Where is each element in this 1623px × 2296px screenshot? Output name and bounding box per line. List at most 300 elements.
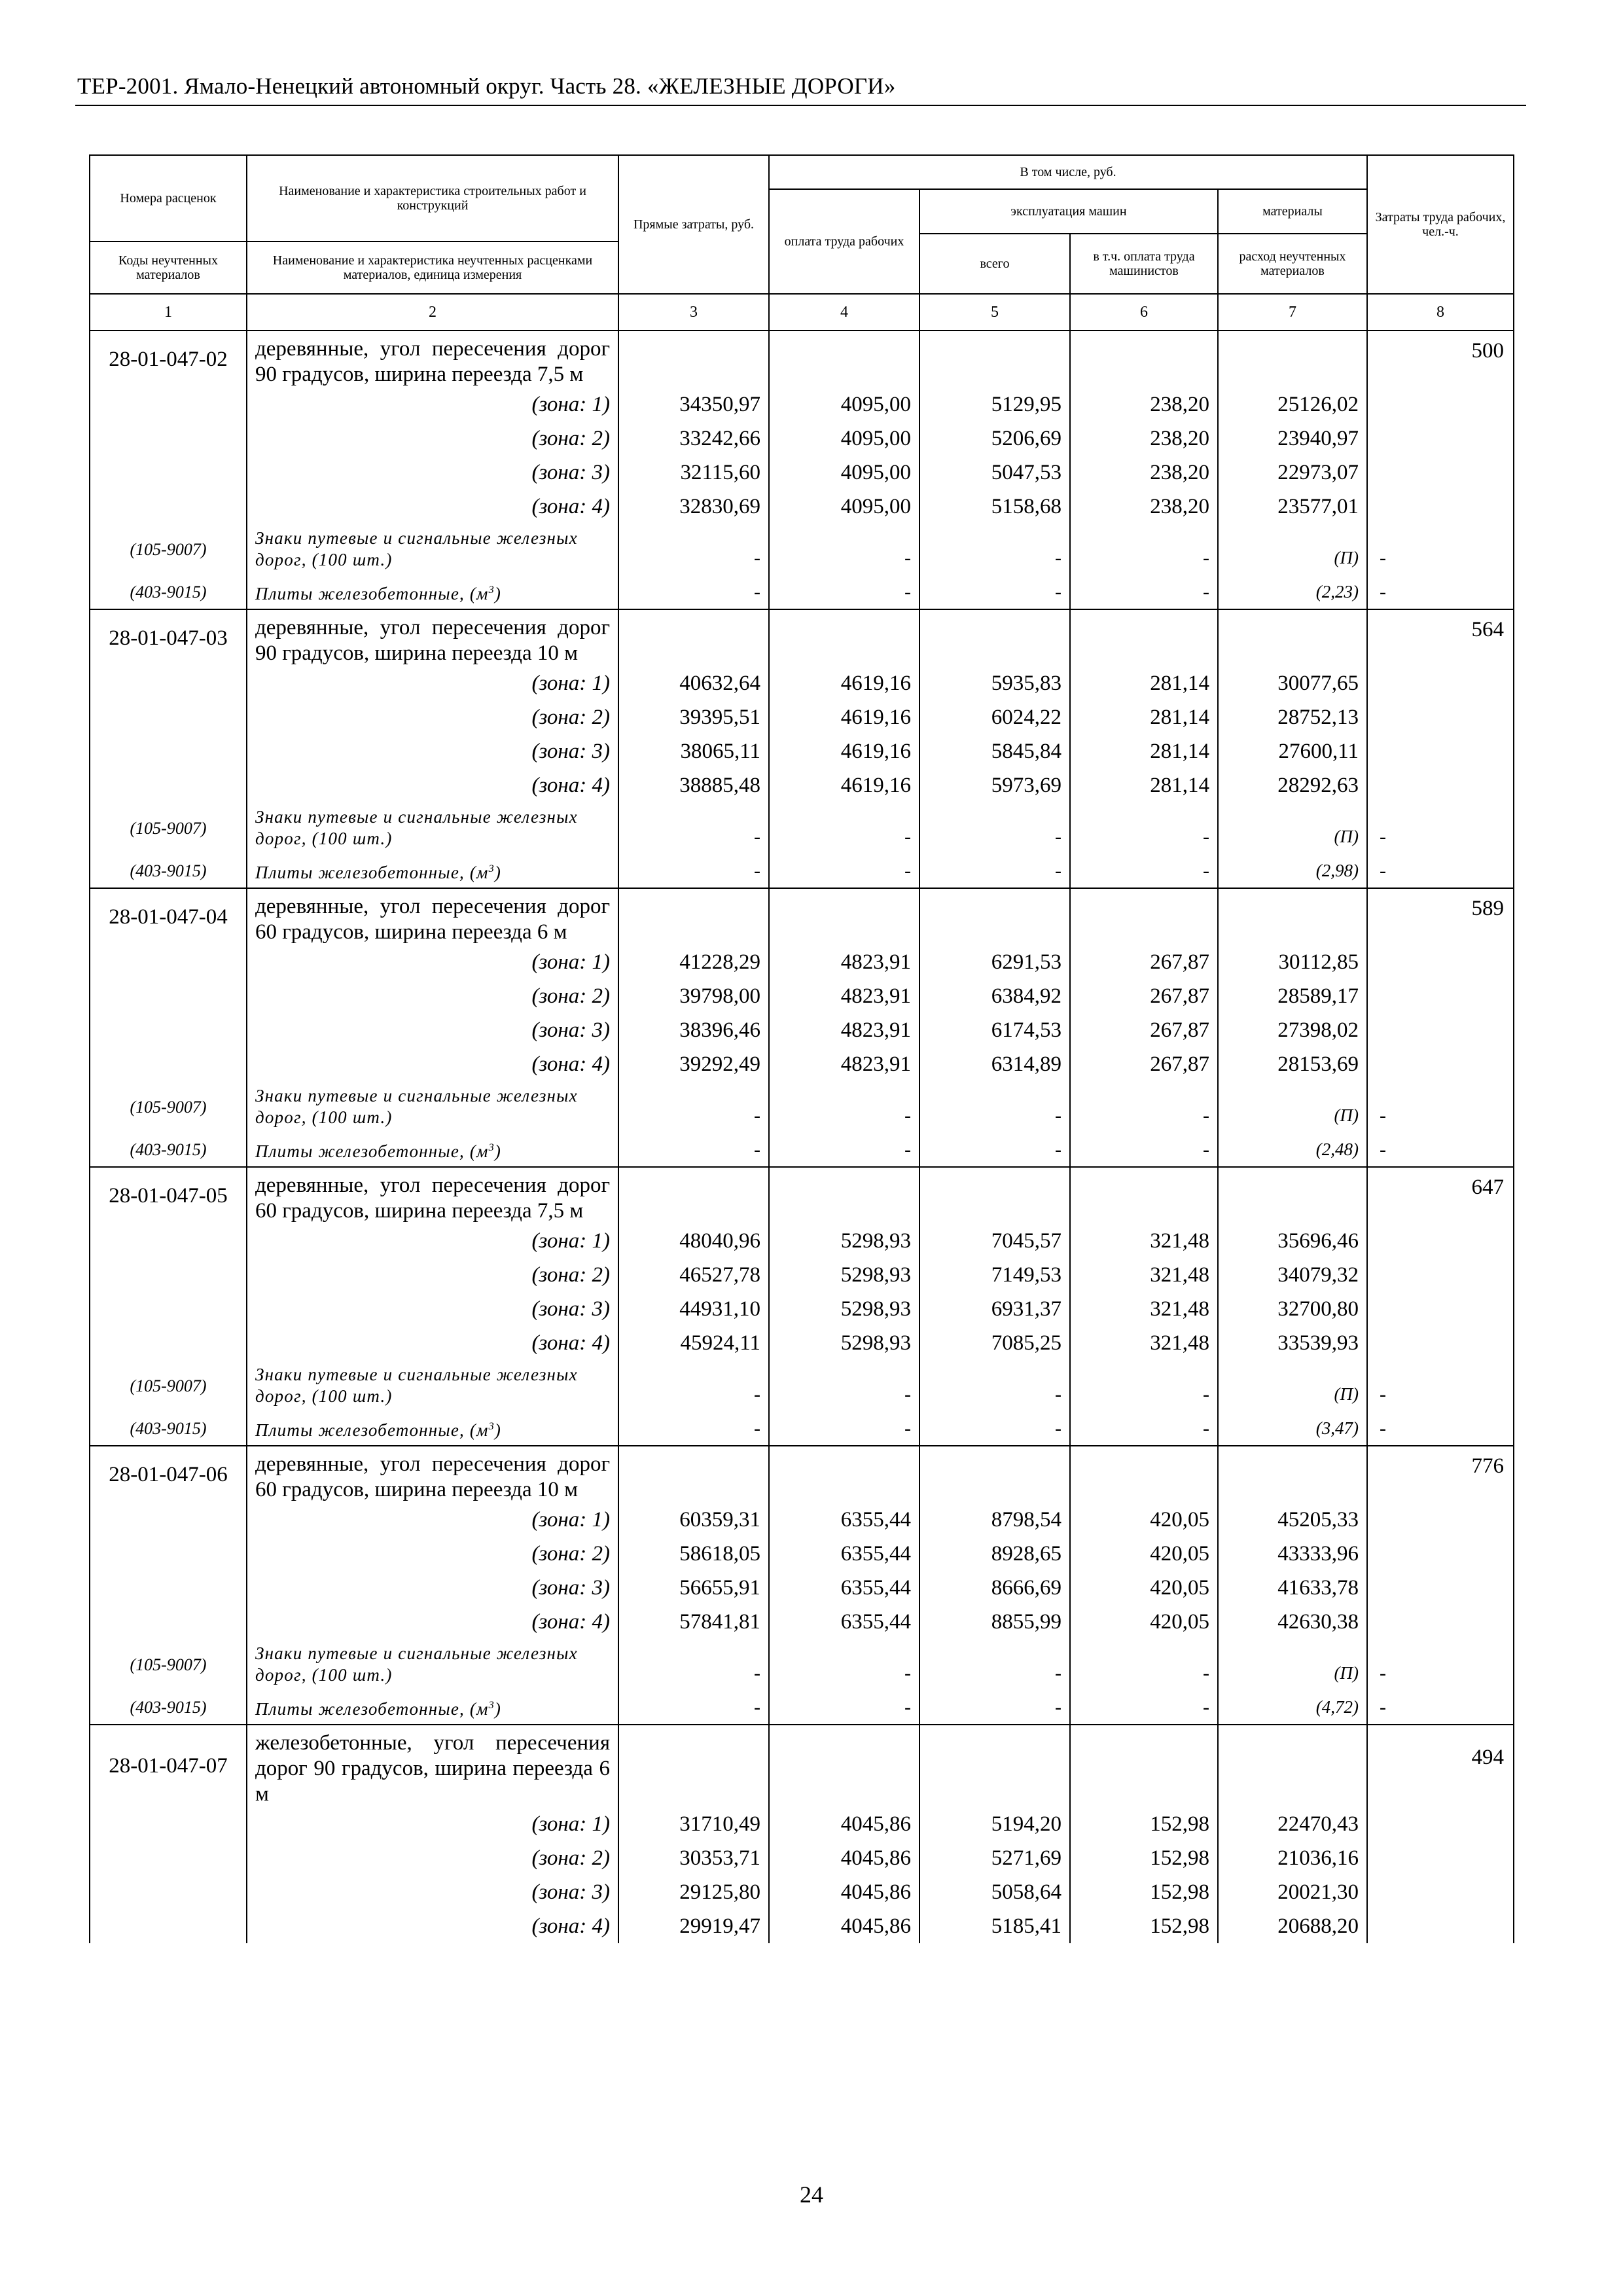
- cost-value: 25126,02: [1218, 387, 1367, 422]
- empty-cell: [919, 1725, 1070, 1807]
- cost-value: 6024,22: [919, 700, 1070, 734]
- empty-cell: [1070, 609, 1218, 666]
- zone-label: (зона: 3): [247, 456, 618, 490]
- empty-cell: [1070, 1725, 1218, 1807]
- cost-value: 32115,60: [618, 456, 769, 490]
- cost-value: 35696,46: [1218, 1224, 1367, 1258]
- table-row: [90, 1081, 1514, 1132]
- labor-cost: 776: [1367, 1446, 1514, 1503]
- cost-value: 39798,00: [618, 979, 769, 1013]
- empty-cell: [1218, 1446, 1367, 1503]
- cost-value: 40632,64: [618, 666, 769, 700]
- cost-value: 60359,31: [618, 1503, 769, 1537]
- dash-cell: -: [919, 1132, 1070, 1167]
- dash-cell: -: [769, 1690, 919, 1725]
- empty-cell: [90, 768, 247, 802]
- cost-value: 56655,91: [618, 1571, 769, 1605]
- material-name-text: Плиты железобетонные, (м: [255, 1698, 489, 1719]
- cost-value: 20688,20: [1218, 1909, 1367, 1943]
- cost-value: 5298,93: [769, 1224, 919, 1258]
- cost-value: 7149,53: [919, 1258, 1070, 1292]
- empty-cell: [1367, 979, 1514, 1013]
- col-num-7: 7: [1218, 294, 1367, 331]
- table-row: [90, 734, 1514, 768]
- table-body: [90, 331, 1514, 1943]
- labor-cost: 647: [1367, 1167, 1514, 1224]
- col-num-1: 1: [90, 294, 247, 331]
- dash-cell: -: [919, 1639, 1070, 1690]
- empty-cell: [1367, 1258, 1514, 1292]
- empty-cell: [1367, 1605, 1514, 1639]
- empty-cell: [90, 490, 247, 524]
- empty-cell: [919, 1446, 1070, 1503]
- empty-cell: [90, 666, 247, 700]
- material-name-close: ): [494, 862, 502, 882]
- dash-cell: -: [769, 802, 919, 853]
- cost-value: 27600,11: [1218, 734, 1367, 768]
- zone-label: (зона: 2): [247, 422, 618, 456]
- cost-value: 6355,44: [769, 1605, 919, 1639]
- empty-cell: [90, 1605, 247, 1639]
- cost-value: 321,48: [1070, 1258, 1218, 1292]
- cost-value: 238,20: [1070, 490, 1218, 524]
- header-rule: [75, 105, 1526, 106]
- col-num-5: 5: [919, 294, 1070, 331]
- empty-cell: [1367, 768, 1514, 802]
- empty-cell: [1367, 1047, 1514, 1081]
- empty-cell: [919, 1167, 1070, 1224]
- empty-cell: [90, 945, 247, 979]
- cost-value: 29919,47: [618, 1909, 769, 1943]
- rate-code: 28-01-047-02: [90, 331, 247, 387]
- empty-cell: [769, 609, 919, 666]
- col-num-8: 8: [1367, 294, 1514, 331]
- cost-value: 420,05: [1070, 1605, 1218, 1639]
- material-consumption: (2,98): [1218, 853, 1367, 888]
- cost-value: 321,48: [1070, 1326, 1218, 1360]
- zone-label: (зона: 4): [247, 490, 618, 524]
- dash-cell: -: [1367, 1360, 1514, 1411]
- cost-value: 8798,54: [919, 1503, 1070, 1537]
- material-consumption: (4,72): [1218, 1690, 1367, 1725]
- empty-cell: [1367, 1909, 1514, 1943]
- cost-value: 4045,86: [769, 1875, 919, 1909]
- cost-value: 281,14: [1070, 734, 1218, 768]
- dash-cell: -: [618, 1411, 769, 1446]
- empty-cell: [90, 1047, 247, 1081]
- table-row: [90, 1503, 1514, 1537]
- zone-label: (зона: 2): [247, 1841, 618, 1875]
- zone-label: (зона: 2): [247, 1258, 618, 1292]
- material-code: (403-9015): [90, 1411, 247, 1446]
- empty-cell: [90, 1326, 247, 1360]
- cost-value: 4045,86: [769, 1807, 919, 1841]
- cost-value: 30112,85: [1218, 945, 1367, 979]
- cost-value: 6291,53: [919, 945, 1070, 979]
- table-row: [90, 945, 1514, 979]
- unit-exponent: 3: [488, 862, 495, 874]
- cost-value: 23940,97: [1218, 422, 1367, 456]
- zone-label: (зона: 1): [247, 1224, 618, 1258]
- cost-value: 6355,44: [769, 1503, 919, 1537]
- dash-cell: -: [769, 1411, 919, 1446]
- col-num-3: 3: [618, 294, 769, 331]
- dash-cell: -: [769, 853, 919, 888]
- empty-cell: [1367, 666, 1514, 700]
- work-description: железобетонные, угол пересечения дорог 90 градусов, ширина переезда 6 м: [247, 1725, 618, 1807]
- empty-cell: [90, 1258, 247, 1292]
- material-consumption: (П): [1218, 802, 1367, 853]
- material-name: [247, 1690, 618, 1725]
- cost-value: 33242,66: [618, 422, 769, 456]
- table-row: [90, 1411, 1514, 1446]
- unit-exponent: 3: [488, 1420, 495, 1432]
- cost-value: 4619,16: [769, 734, 919, 768]
- table-row: [90, 802, 1514, 853]
- zone-label: (зона: 2): [247, 700, 618, 734]
- cost-value: 4619,16: [769, 700, 919, 734]
- material-code: (403-9015): [90, 1132, 247, 1167]
- zone-label: (зона: 3): [247, 1292, 618, 1326]
- price-table: [89, 154, 1514, 1943]
- col2-header-top: Наименование и характеристика строительных работ и конструкций: [247, 155, 618, 242]
- cost-value: 8928,65: [919, 1537, 1070, 1571]
- cost-value: 48040,96: [618, 1224, 769, 1258]
- dash-cell: -: [1070, 1360, 1218, 1411]
- cost-value: 34079,32: [1218, 1258, 1367, 1292]
- cost-value: 30353,71: [618, 1841, 769, 1875]
- col3-header: Прямые затраты, руб.: [618, 155, 769, 294]
- labor-cost: 564: [1367, 609, 1514, 666]
- zone-label: (зона: 1): [247, 945, 618, 979]
- cost-value: 152,98: [1070, 1909, 1218, 1943]
- table-row: [90, 1725, 1514, 1807]
- empty-cell: [90, 1841, 247, 1875]
- rate-code: 28-01-047-05: [90, 1167, 247, 1224]
- cost-value: 4619,16: [769, 768, 919, 802]
- cost-value: 238,20: [1070, 387, 1218, 422]
- empty-cell: [90, 1224, 247, 1258]
- unit-exponent: 3: [488, 1141, 495, 1153]
- dash-cell: -: [618, 1132, 769, 1167]
- cost-value: 41228,29: [618, 945, 769, 979]
- cost-value: 32700,80: [1218, 1292, 1367, 1326]
- cost-value: 28752,13: [1218, 700, 1367, 734]
- dash-cell: -: [769, 1639, 919, 1690]
- table-row: [90, 1360, 1514, 1411]
- cost-value: 39395,51: [618, 700, 769, 734]
- table-row: [90, 700, 1514, 734]
- cost-value: 7085,25: [919, 1326, 1070, 1360]
- material-consumption: (2,48): [1218, 1132, 1367, 1167]
- cost-value: 420,05: [1070, 1503, 1218, 1537]
- material-name: [247, 575, 618, 609]
- empty-cell: [1367, 1503, 1514, 1537]
- dash-cell: -: [1070, 802, 1218, 853]
- work-description: деревянные, угол пересечения дорог 90 градусов, ширина переезда 10 м: [247, 609, 618, 666]
- dash-cell: -: [618, 802, 769, 853]
- zone-label: (зона: 3): [247, 734, 618, 768]
- cost-value: 420,05: [1070, 1571, 1218, 1605]
- dash-cell: -: [769, 1132, 919, 1167]
- table-row: [90, 979, 1514, 1013]
- empty-cell: [1367, 1292, 1514, 1326]
- cost-value: 6355,44: [769, 1537, 919, 1571]
- cost-value: 8666,69: [919, 1571, 1070, 1605]
- table-row: [90, 1639, 1514, 1690]
- cost-value: 5845,84: [919, 734, 1070, 768]
- cost-value: 4823,91: [769, 1013, 919, 1047]
- material-code: (105-9007): [90, 802, 247, 853]
- materials-header: материалы: [1218, 189, 1367, 234]
- cost-value: 27398,02: [1218, 1013, 1367, 1047]
- material-consumption: (3,47): [1218, 1411, 1367, 1446]
- cost-value: 5058,64: [919, 1875, 1070, 1909]
- dash-cell: -: [769, 1360, 919, 1411]
- dash-cell: -: [919, 575, 1070, 609]
- zone-label: (зона: 2): [247, 979, 618, 1013]
- cost-value: 31710,49: [618, 1807, 769, 1841]
- empty-cell: [90, 1807, 247, 1841]
- cost-value: 6384,92: [919, 979, 1070, 1013]
- cost-value: 6314,89: [919, 1047, 1070, 1081]
- table-row: [90, 1132, 1514, 1167]
- empty-cell: [1367, 1841, 1514, 1875]
- dash-cell: -: [1070, 575, 1218, 609]
- cost-value: 29125,80: [618, 1875, 769, 1909]
- material-name: Знаки путевые и сигнальные железных дорог, (100 шт.): [247, 524, 618, 575]
- empty-cell: [90, 979, 247, 1013]
- dash-cell: -: [1367, 1081, 1514, 1132]
- cost-value: 6174,53: [919, 1013, 1070, 1047]
- cost-value: 5298,93: [769, 1326, 919, 1360]
- cost-value: 38885,48: [618, 768, 769, 802]
- material-name-close: ): [494, 1420, 502, 1440]
- cost-value: 5935,83: [919, 666, 1070, 700]
- cost-value: 420,05: [1070, 1537, 1218, 1571]
- zone-label: (зона: 1): [247, 666, 618, 700]
- zone-label: (зона: 4): [247, 1047, 618, 1081]
- col1-header-bottom: Коды неучтенных материалов: [90, 242, 247, 294]
- empty-cell: [618, 331, 769, 387]
- material-name: [247, 1132, 618, 1167]
- cost-value: 7045,57: [919, 1224, 1070, 1258]
- material-name-close: ): [494, 1698, 502, 1719]
- empty-cell: [90, 1537, 247, 1571]
- empty-cell: [618, 888, 769, 945]
- cost-value: 46527,78: [618, 1258, 769, 1292]
- cost-value: 28292,63: [1218, 768, 1367, 802]
- material-code: (105-9007): [90, 1081, 247, 1132]
- zone-label: (зона: 1): [247, 1503, 618, 1537]
- material-name: [247, 1411, 618, 1446]
- cost-value: 8855,99: [919, 1605, 1070, 1639]
- cost-value: 5194,20: [919, 1807, 1070, 1841]
- dash-cell: -: [1367, 1639, 1514, 1690]
- table-row: [90, 1326, 1514, 1360]
- empty-cell: [618, 1167, 769, 1224]
- rate-code: 28-01-047-07: [90, 1725, 247, 1807]
- cost-value: 5206,69: [919, 422, 1070, 456]
- table-row: [90, 1909, 1514, 1943]
- cost-value: 152,98: [1070, 1875, 1218, 1909]
- empty-cell: [919, 888, 1070, 945]
- dash-cell: -: [1070, 1639, 1218, 1690]
- table-row: [90, 575, 1514, 609]
- table-row: [90, 1875, 1514, 1909]
- empty-cell: [1070, 1446, 1218, 1503]
- dash-cell: -: [919, 1690, 1070, 1725]
- table-row: [90, 1841, 1514, 1875]
- material-name-close: ): [494, 1141, 502, 1161]
- material-name-text: Плиты железобетонные, (м: [255, 583, 489, 603]
- dash-cell: -: [618, 1639, 769, 1690]
- material-code: (403-9015): [90, 1690, 247, 1725]
- empty-cell: [769, 331, 919, 387]
- cost-value: 23577,01: [1218, 490, 1367, 524]
- empty-cell: [90, 387, 247, 422]
- dash-cell: -: [1367, 524, 1514, 575]
- dash-cell: -: [1367, 1690, 1514, 1725]
- cost-value: 28153,69: [1218, 1047, 1367, 1081]
- cost-value: 267,87: [1070, 1013, 1218, 1047]
- empty-cell: [1070, 1167, 1218, 1224]
- cost-value: 238,20: [1070, 422, 1218, 456]
- dash-cell: -: [769, 524, 919, 575]
- col8-header: Затраты труда рабочих, чел.-ч.: [1367, 155, 1514, 294]
- page-number: 24: [800, 2181, 823, 2208]
- col2-header-bottom: Наименование и характеристика неучтенных расценками материалов, единица измерения: [247, 242, 618, 294]
- empty-cell: [1367, 1326, 1514, 1360]
- table-row: [90, 1292, 1514, 1326]
- table-row: [90, 422, 1514, 456]
- cost-value: 32830,69: [618, 490, 769, 524]
- empty-cell: [1367, 945, 1514, 979]
- work-description: деревянные, угол пересечения дорог 60 градусов, ширина переезда 10 м: [247, 1446, 618, 1503]
- empty-cell: [769, 1167, 919, 1224]
- dash-cell: -: [1367, 575, 1514, 609]
- cost-value: 45924,11: [618, 1326, 769, 1360]
- empty-cell: [618, 609, 769, 666]
- dash-cell: -: [1070, 1081, 1218, 1132]
- cost-value: 41633,78: [1218, 1571, 1367, 1605]
- zone-label: (зона: 2): [247, 1537, 618, 1571]
- material-name-text: Плиты железобетонные, (м: [255, 862, 489, 882]
- cost-value: 5129,95: [919, 387, 1070, 422]
- empty-cell: [1367, 700, 1514, 734]
- material-consumption: (2,23): [1218, 575, 1367, 609]
- cost-value: 5047,53: [919, 456, 1070, 490]
- cost-value: 152,98: [1070, 1807, 1218, 1841]
- table-row: [90, 1446, 1514, 1503]
- page-header: ТЕР-2001. Ямало-Ненецкий автономный округ. Часть 28. «ЖЕЛЕЗНЫЕ ДОРОГИ»: [77, 73, 896, 99]
- dash-cell: -: [1070, 1690, 1218, 1725]
- dash-cell: -: [618, 1081, 769, 1132]
- cost-value: 281,14: [1070, 666, 1218, 700]
- material-consumption: (П): [1218, 1081, 1367, 1132]
- material-code: (403-9015): [90, 575, 247, 609]
- empty-cell: [90, 1909, 247, 1943]
- empty-cell: [1218, 1167, 1367, 1224]
- unit-exponent: 3: [488, 583, 495, 596]
- dash-cell: -: [618, 853, 769, 888]
- dash-cell: -: [1367, 1132, 1514, 1167]
- cost-value: 4095,00: [769, 456, 919, 490]
- labor-cost: 500: [1367, 331, 1514, 387]
- cost-value: 281,14: [1070, 768, 1218, 802]
- empty-cell: [1070, 888, 1218, 945]
- cost-value: 238,20: [1070, 456, 1218, 490]
- col-num-4: 4: [769, 294, 919, 331]
- table-row: [90, 768, 1514, 802]
- cost-value: 321,48: [1070, 1292, 1218, 1326]
- cost-value: 5158,68: [919, 490, 1070, 524]
- cost-value: 267,87: [1070, 945, 1218, 979]
- dash-cell: -: [1367, 853, 1514, 888]
- zone-label: (зона: 3): [247, 1875, 618, 1909]
- cost-value: 152,98: [1070, 1841, 1218, 1875]
- cost-value: 42630,38: [1218, 1605, 1367, 1639]
- cost-value: 4095,00: [769, 387, 919, 422]
- dash-cell: -: [919, 853, 1070, 888]
- zone-label: (зона: 4): [247, 1909, 618, 1943]
- col5-header: всего: [919, 234, 1070, 294]
- cost-value: 4095,00: [769, 422, 919, 456]
- rate-code: 28-01-047-06: [90, 1446, 247, 1503]
- material-name-text: Плиты железобетонные, (м: [255, 1420, 489, 1440]
- dash-cell: -: [1070, 1132, 1218, 1167]
- dash-cell: -: [1367, 1411, 1514, 1446]
- material-name: Знаки путевые и сигнальные железных дорог, (100 шт.): [247, 1081, 618, 1132]
- table-row: [90, 1690, 1514, 1725]
- cost-value: 57841,81: [618, 1605, 769, 1639]
- cost-value: 22470,43: [1218, 1807, 1367, 1841]
- col1-header-top: Номера расценок: [90, 155, 247, 242]
- zone-label: (зона: 4): [247, 1326, 618, 1360]
- empty-cell: [1070, 331, 1218, 387]
- empty-cell: [1367, 1571, 1514, 1605]
- material-name: Знаки путевые и сигнальные железных дорог, (100 шт.): [247, 802, 618, 853]
- cost-value: 30077,65: [1218, 666, 1367, 700]
- cost-value: 4823,91: [769, 945, 919, 979]
- empty-cell: [1367, 422, 1514, 456]
- material-name: Знаки путевые и сигнальные железных дорог, (100 шт.): [247, 1639, 618, 1690]
- material-consumption: (П): [1218, 1360, 1367, 1411]
- material-name: [247, 853, 618, 888]
- cost-value: 4045,86: [769, 1841, 919, 1875]
- table-header: [90, 155, 1514, 331]
- empty-cell: [919, 331, 1070, 387]
- empty-cell: [1367, 1807, 1514, 1841]
- col6-header: в т.ч. оплата труда машинистов: [1070, 234, 1218, 294]
- empty-cell: [90, 456, 247, 490]
- material-name-text: Плиты железобетонные, (м: [255, 1141, 489, 1161]
- table-row: [90, 1167, 1514, 1224]
- table-row: [90, 331, 1514, 387]
- cost-value: 44931,10: [618, 1292, 769, 1326]
- table-row: [90, 524, 1514, 575]
- cost-value: 4619,16: [769, 666, 919, 700]
- empty-cell: [1367, 734, 1514, 768]
- cost-value: 20021,30: [1218, 1875, 1367, 1909]
- cost-value: 5298,93: [769, 1258, 919, 1292]
- dash-cell: -: [1070, 1411, 1218, 1446]
- labor-cost: 494: [1367, 1725, 1514, 1807]
- table-row: [90, 1047, 1514, 1081]
- table-row: [90, 666, 1514, 700]
- empty-cell: [90, 1013, 247, 1047]
- dash-cell: -: [618, 575, 769, 609]
